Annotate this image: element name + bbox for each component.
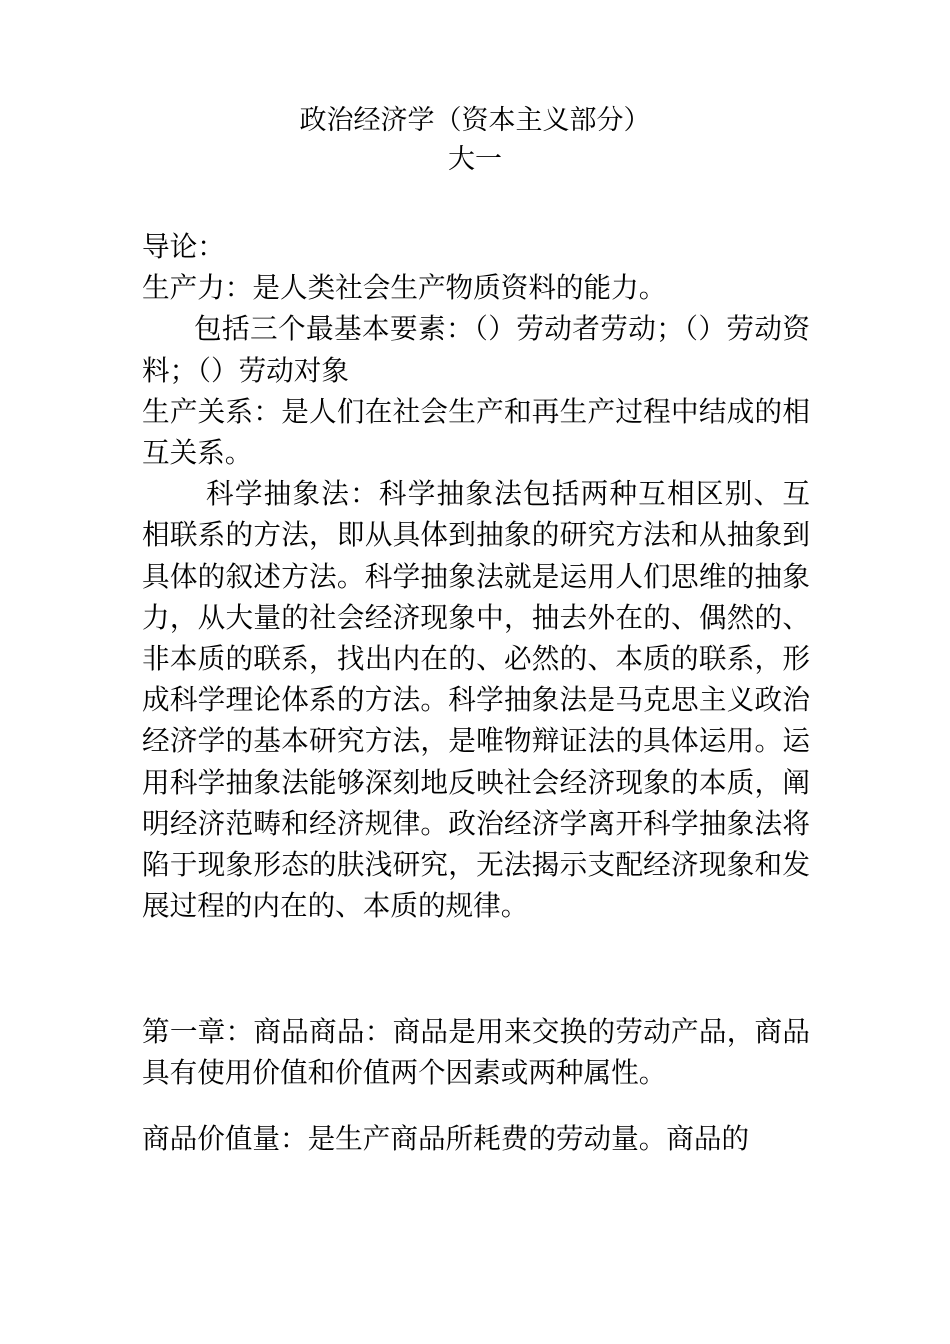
paragraph-productivity: 生产力：是人类社会生产物质资料的能力。 — [142, 271, 667, 305]
intro-section — [142, 226, 810, 926]
paragraph-elements: 包括三个最基本要素：（）劳动者劳动；（）劳动资料；（）劳动对象 — [142, 312, 810, 387]
paragraph-chapter-one: 第一章：商品商品：商品是用来交换的劳动产品，商品具有使用价值和价值两个因素或两种属性。 — [142, 1015, 810, 1090]
value-quantity-section — [142, 1118, 810, 1159]
paragraph-value-quantity: 商品价值量：是生产商品所耗费的劳动量。商品的 — [142, 1122, 750, 1155]
document-subtitle: 大一 — [448, 144, 502, 175]
chapter-one-section — [142, 1011, 810, 1093]
section-heading-intro: 导论： — [142, 230, 225, 263]
paragraph-production-relations: 生产关系：是人们在社会生产和再生产过程中结成的相互关系。 — [142, 394, 810, 470]
paragraph-scientific-abstraction: 科学抽象法：科学抽象法包括两种互相区别、互相联系的方法，即从具体到抽象的研究方法和从抽象到具体的叙述方法。科学抽象法就是运用人们思维的抽象力，从大量的社会经济现象中，抽去外在的、偶然的、非本质的联系，找出内在的、必然的、本质的联系，形成科学理论体系的方法。科学抽象法是马克思主义政治经济学的基本研究方法，是唯物辩证法的具体运用。运用科学抽象法能够深刻地反映社会经济现象的本质，阐明经济范畴和经济规律。政治经济学离开科学抽象法将陷于现象形态的肤浅研究，无法揭示支配经济现象和发展过程的内在的、本质的规律。 — [142, 477, 810, 923]
document-title: 政治经济学（资本主义部分） — [299, 105, 651, 136]
